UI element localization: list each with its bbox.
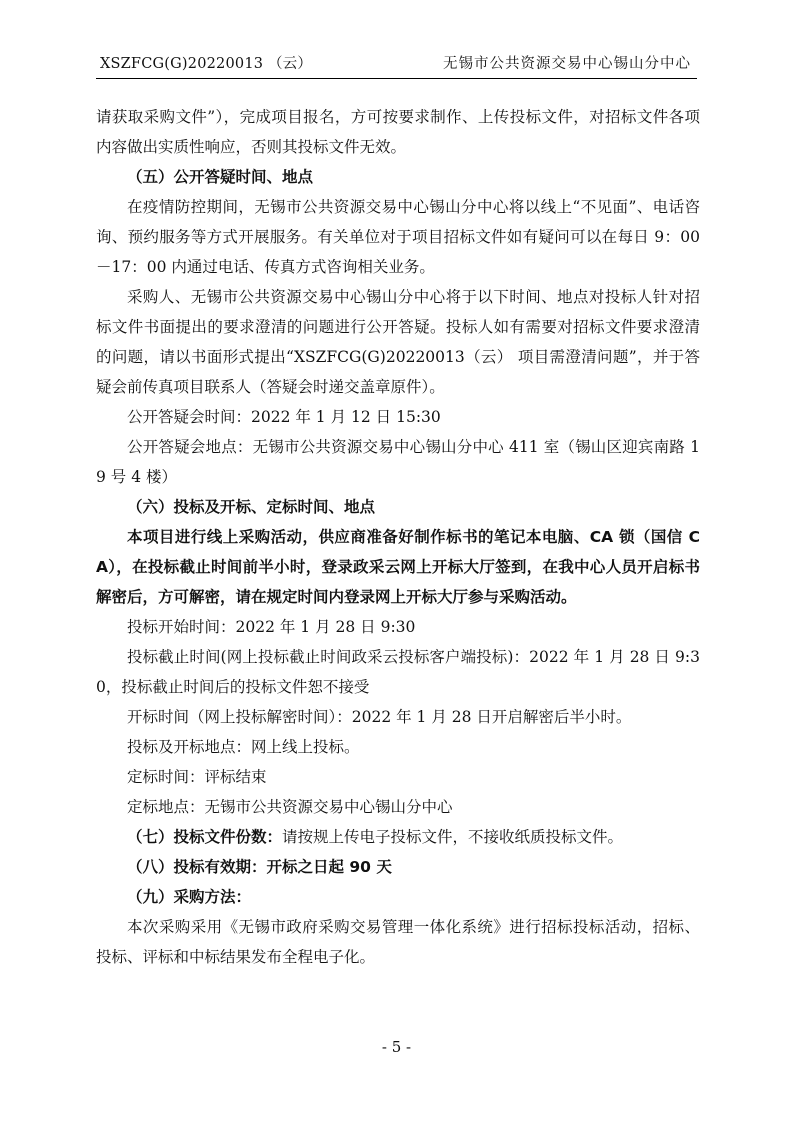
section-7-text: 请按规上传电子投标文件，不接收纸质投标文件。 xyxy=(282,828,624,846)
section-6-notice: 本项目进行线上采购活动，供应商准备好制作标书的笔记本电脑、CA 锁（国信 CA），在投标截止时间前半小时，登录政采云网上开标大厅签到，在我中心人员开启标书解密后，方可解密，请在规定时间内登录网上开标大厅参与采购活动。 xyxy=(96,528,700,606)
section-5-paragraph-2: 采购人、无锡市公共资源交易中心锡山分中心将于以下时间、地点对投标人针对招标文件书面提出的要求澄清的问题进行公开答疑。投标人如有需要对招标文件要求澄清的问题，请以书面形式提出“XSZFCG(G)20220013（云） 项目需澄清问题”，并于答疑会前传真项目联系人（答疑会时递交盖章原件）。 xyxy=(96,288,700,396)
bid-opening-place: 投标及开标地点：网上线上投标。 xyxy=(127,738,360,756)
section-5-paragraph-1: 在疫情防控期间，无锡市公共资源交易中心锡山分中心将以线上“不见面”、电话咨询、预约服务等方式开展服务。有关单位对于项目招标文件如有疑问可以在每日 9：00－17：00 内通过电话、传真方式咨询相关业务。 xyxy=(96,198,700,276)
section-5-heading: （五）公开答疑时间、地点 xyxy=(127,168,314,186)
section-9-paragraph: 本次采购采用《无锡市政府采购交易管理一体化系统》进行招标投标活动，招标、投标、评标和中标结果发布全程电子化。 xyxy=(96,918,700,966)
section-9-heading: （九）采购方法： xyxy=(127,888,252,906)
page-number: - 5 - xyxy=(381,1038,412,1056)
award-time: 定标时间：评标结束 xyxy=(127,768,267,786)
qa-meeting-time: 公开答疑会时间：2022 年 1 月 12 日 15:30 xyxy=(127,408,441,426)
qa-meeting-place: 公开答疑会地点：无锡市公共资源交易中心锡山分中心 411 室（锡山区迎宾南路 19 号 4 楼） xyxy=(96,438,700,486)
section-7-label: （七）投标文件份数： xyxy=(127,828,283,846)
bid-opening-time: 开标时间（网上投标解密时间）：2022 年 1 月 28 日开启解密后半小时。 xyxy=(127,708,632,726)
section-7 xyxy=(96,822,700,852)
section-6-heading: （六）投标及开标、定标时间、地点 xyxy=(127,498,376,516)
bid-deadline: 投标截止时间(网上投标截止时间政采云投标客户端投标)：2022 年 1 月 28 日 9:30，投标截止时间后的投标文件恕不接受 xyxy=(96,648,700,696)
award-place: 定标地点：无锡市公共资源交易中心锡山分中心 xyxy=(127,798,453,816)
document-code: XSZFCG(G)20220013 （云） xyxy=(100,56,313,72)
bid-start-time: 投标开始时间：2022 年 1 月 28 日 9:30 xyxy=(127,618,416,636)
continuation-paragraph: 请获取采购文件”），完成项目报名，方可按要求制作、上传投标文件，对招标文件各项内容做出实质性响应，否则其投标文件无效。 xyxy=(96,108,700,156)
section-8: （八）投标有效期：开标之日起 90 天 xyxy=(127,858,392,876)
organization-name: 无锡市公共资源交易中心锡山分中心 xyxy=(443,56,691,72)
page-header xyxy=(96,52,697,79)
document-body xyxy=(96,102,700,972)
